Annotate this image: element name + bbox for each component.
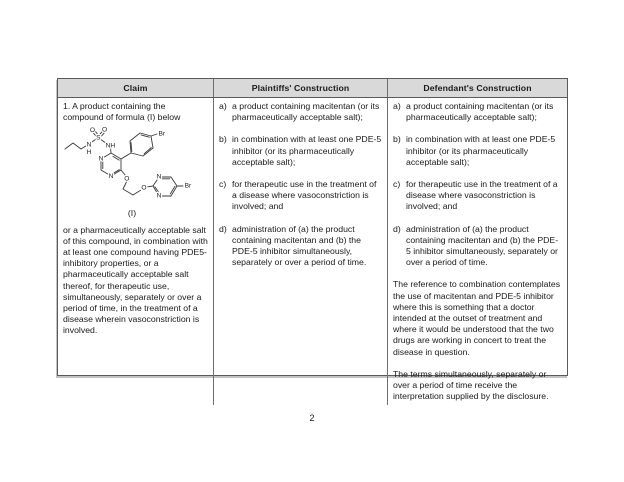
atom-ring1-n-top: N xyxy=(98,155,104,163)
chemical-structure-formula-I-image xyxy=(64,126,200,206)
atom-nh: NH xyxy=(105,142,116,150)
atom-br-ring2: Br xyxy=(184,183,192,191)
table-body-row xyxy=(58,98,567,405)
plaintiffs-construction-cell xyxy=(214,98,388,405)
atom-o1: O xyxy=(89,127,96,135)
formula-label: (I) xyxy=(127,208,137,219)
list-item-label: a) xyxy=(393,101,401,111)
list-item-text: a product containing macitentan (or its pharmaceutically acceptable salt); xyxy=(232,101,380,123)
list-item xyxy=(393,101,562,123)
atom-h1: H xyxy=(86,149,92,157)
list-item xyxy=(393,224,562,269)
list-item-text: administration of (a) the product containing macitentan and (b) the PDE-5 inhibitor simultaneously, separately or over a period of time. xyxy=(406,223,559,268)
defendant-paragraph: The reference to combination contemplates the use of macitentan and PDE-5 inhibitor where this is something that a doctor intended at the outset of treatment and where it would be understood that the two drugs are working in concert to treat the disease in question. xyxy=(393,279,561,357)
header-defendant-construction: Defendant's Construction xyxy=(423,83,532,93)
header-claim: Claim xyxy=(58,79,214,97)
list-item-label: c) xyxy=(393,179,401,190)
atom-ether-o2: O xyxy=(141,184,147,192)
page-number: 2 xyxy=(309,413,315,423)
claim-intro: 1. A product containing the compound of formula (I) below xyxy=(63,101,181,123)
list-item xyxy=(393,134,562,168)
claim-construction-table xyxy=(57,78,568,402)
list-item-label: d) xyxy=(393,223,401,234)
list-item-label: b) xyxy=(393,134,401,145)
atom-ether-o1: O xyxy=(124,175,130,183)
list-item xyxy=(219,134,382,168)
atom-ring2-n-top: N xyxy=(156,173,162,181)
header-plaintiffs-construction: Plaintiffs' Construction xyxy=(214,79,388,97)
list-item-text: a product containing macitentan (or its pharmaceutically acceptable salt); xyxy=(406,101,554,123)
list-item-label: d) xyxy=(219,223,227,234)
list-item-text: for therapeutic use in the treatment of a disease where vasoconstriction is involved; and xyxy=(406,179,558,212)
atom-br-phenyl: Br xyxy=(158,130,166,138)
list-item-label: c) xyxy=(219,179,227,190)
atom-ring2-n-bottom: N xyxy=(156,192,162,200)
claim-cell xyxy=(58,98,214,405)
list-item xyxy=(219,101,382,123)
list-item-text: in combination with at least one PDE-5 inhibitor (or its pharmaceutically acceptable salt); xyxy=(406,134,556,167)
atom-o2: O xyxy=(102,126,108,134)
list-item-label: b) xyxy=(219,134,227,145)
list-item-text: administration of (a) the product containing macitentan and (b) the PDE-5 inhibitor simultaneously, separately or over a period of time. xyxy=(232,223,367,268)
list-item xyxy=(393,179,562,213)
list-item-text: for therapeutic use in the treatment of a disease where vasoconstriction is involved; and xyxy=(232,179,377,212)
atom-ring1-n-bottom: N xyxy=(108,173,114,181)
list-item xyxy=(219,224,382,269)
claim-outro: or a pharmaceutically acceptable salt of this compound, in combination with at least one compound having PDE5-inhibitory properties, or a pharmaceutically acceptable salt thereof, for therapeutic use, simultaneously, separately or over a period of time, in the treatment of a disease wherein vasoconstriction is involved. xyxy=(63,224,208,336)
defendant-construction-cell xyxy=(388,98,567,405)
atom-n1: N xyxy=(86,141,92,149)
chemical-structure-container xyxy=(64,126,200,206)
list-item-text: in combination with at least one PDE-5 inhibitor (or its pharmaceutically acceptable salt); xyxy=(232,134,382,167)
list-item xyxy=(219,179,382,213)
table-header-row xyxy=(58,79,567,98)
defendant-paragraph: The terms simultaneously, separately or over a period of time receive the interpretation supplied by the disclosure. xyxy=(393,368,549,402)
list-item-label: a) xyxy=(219,101,227,111)
atom-s: S xyxy=(96,134,101,142)
